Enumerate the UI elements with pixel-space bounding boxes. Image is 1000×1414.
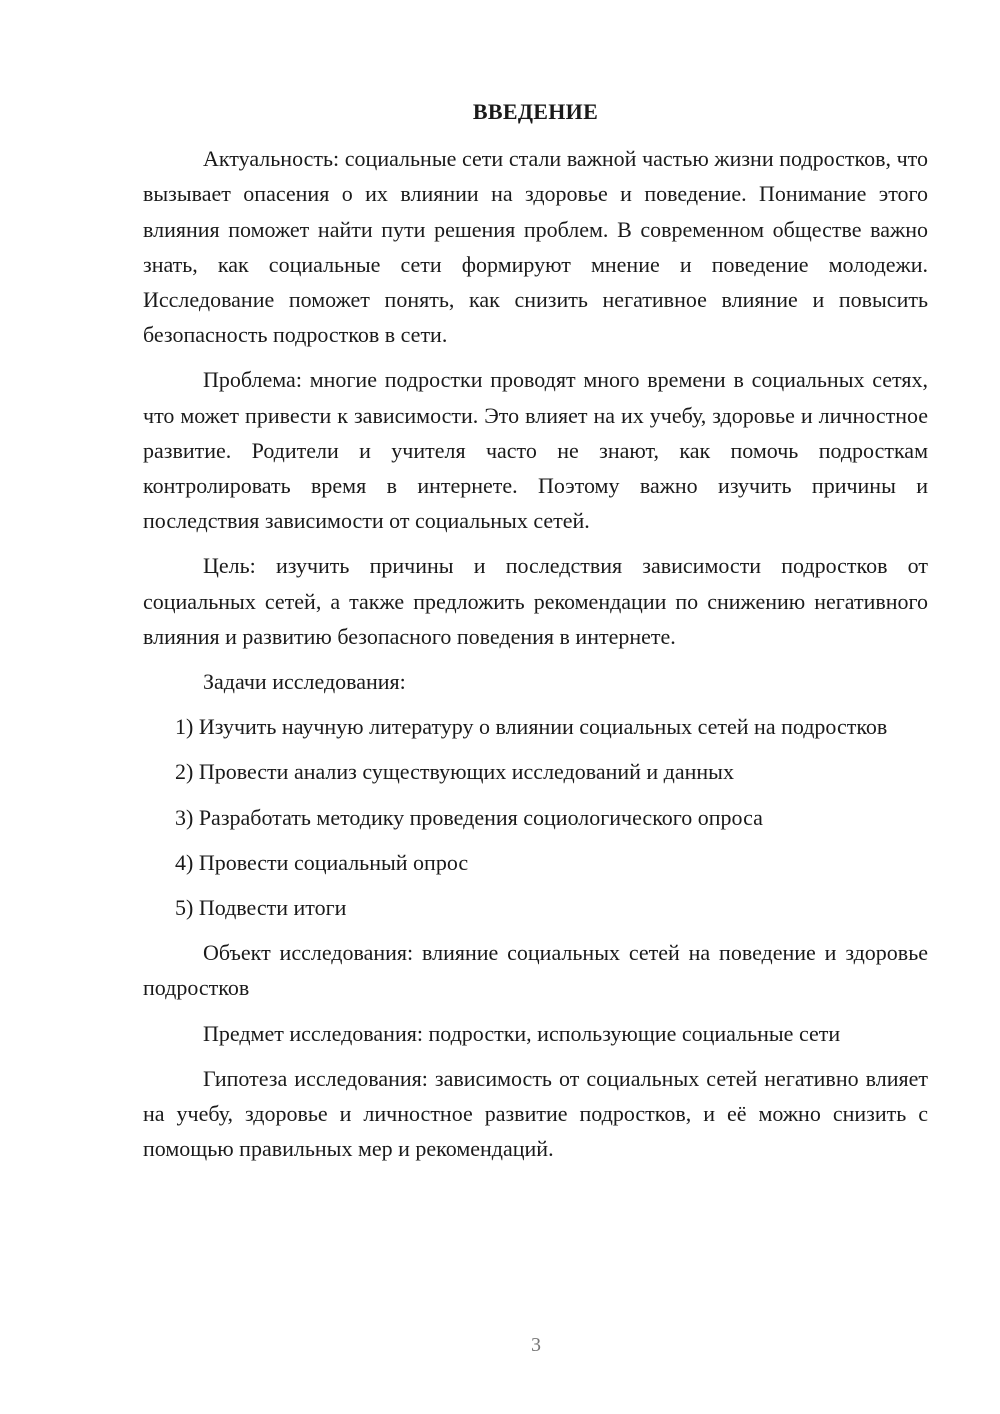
page-content: [143, 94, 928, 1176]
task-item: 3) Разработать методику проведения социологического опроса: [175, 804, 763, 830]
goal-paragraph: Цель: изучить причины и последствия зависимости подростков от социальных сетей, а также предложить рекомендации по снижению негативного влияния и развитию безопасного поведения в интернете.: [143, 553, 928, 649]
section-title: ВВЕДЕНИЕ: [472, 99, 599, 124]
object-paragraph: Объект исследования: влияние социальных сетей на поведение и здоровье подростков: [143, 940, 928, 1001]
task-item: 4) Провести социальный опрос: [175, 849, 469, 875]
page-number: 3: [531, 1334, 541, 1356]
relevance-paragraph: Актуальность: социальные сети стали важной частью жизни подростков, что вызывает опасения о их влиянии на здоровье и поведение. Понимание этого влияния поможет найти пути решения проблем. В современном обществе важно знать, как социальные сети формируют мнение и поведение молодежи. Исследование поможет понять, как снизить негативное влияние и повысить безопасность подростков в сети.: [143, 146, 928, 348]
task-item: 1) Изучить научную литературу о влиянии социальных сетей на подростков: [175, 714, 888, 740]
problem-paragraph: Проблема: многие подростки проводят много времени в социальных сетях, что может привести к зависимости. Это влияет на их учебу, здоровье и личностное развитие. Родители и учителя часто не знают, как помочь подросткам контролировать время в интернете. Поэтому важно изучить причины и последствия зависимости от социальных сетей.: [143, 367, 928, 534]
task-item: 5) Подвести итоги: [175, 895, 347, 921]
subject-paragraph: Предмет исследования: подростки, использующие социальные сети: [203, 1020, 841, 1046]
tasks-heading: Задачи исследования:: [203, 669, 406, 695]
hypothesis-paragraph: Гипотеза исследования: зависимость от социальных сетей негативно влияет на учебу, здоровье и личностное развитие подростков, и её можно снизить с помощью правильных мер и рекомендаций.: [143, 1065, 928, 1162]
task-item: 2) Провести анализ существующих исследований и данных: [175, 759, 734, 785]
